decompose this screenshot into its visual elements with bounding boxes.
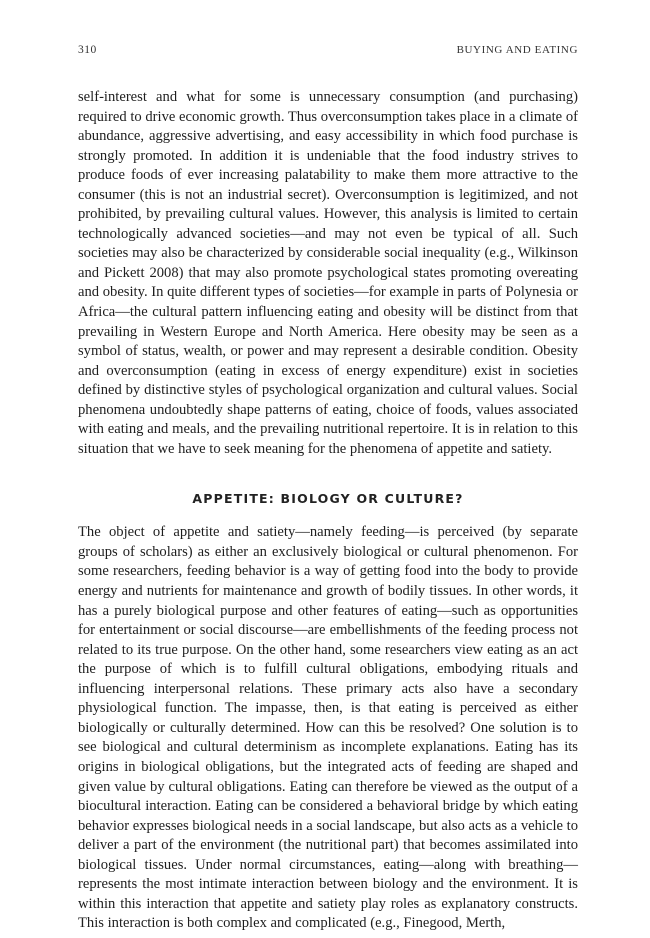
running-title: BUYING AND EATING (456, 44, 578, 56)
body-paragraph-2: The object of appetite and satiety—namely feeding—is perceived (by separate groups of scholars) as either an exclusively biological or cultural phenomenon. For some researchers, feeding behavior is a way of getting food into the body to provide energy and nutrients for maintenance and growth of bodily tissues. In other words, it has a purely biological purpose and other features of eating—such as opportunities for entertainment or social discourse—are embellishments of the feeding process not related to its true purpose. On the other hand, some researchers view eating as an act the purpose of which is to fulfill cultural obligations, embodying rituals and influencing interpersonal relations. These primary acts also have a secondary physiological function. The impasse, then, is that eating is perceived as either biologically or culturally determined. How can this be resolved? One solution is to see biological and cultural determinism as incomplete explanations. Eating has its origins in biological obligations, but the integrated acts of feeding are shaped and given value by cultural obligations. Eating can therefore be viewed as the output of a biocultural interaction. Eating can be considered a behavioral bridge by which eating behavior expresses biological needs in a social landscape, but also acts as a vehicle to deliver a part of the environment (the nutritional part) that becomes assimilated into biological tissues. Under normal circumstances, eating—along with breathing—represents the most intimate interaction between biology and the environment. It is within this interaction that appetite and satiety play roles as explanatory constructs. This interaction is both complex and complicated (e.g., Finegood, Merth, (78, 524, 578, 932)
book-page (78, 44, 578, 934)
page-number: 310 (78, 44, 97, 56)
section-heading: APPETITE: BIOLOGY OR CULTURE? (192, 491, 464, 507)
running-head (78, 44, 578, 64)
body-paragraph-1: self-interest and what for some is unnecessary consumption (and purchasing) required to drive economic growth. Thus overconsumption takes place in a climate of abundance, aggressive advertising, and easy accessibility in which food purchase is strongly promoted. In addition it is undeniable that the food industry strives to produce foods of ever increasing palatability to make them more attractive to the consumer (this is not an industrial secret). Overconsumption is legitimized, and not prohibited, by prevailing cultural values. However, this analysis is limited to certain technologically advanced societies—and may not even be typical of all. Such societies may also be characterized by considerable social inequality (e.g., Wilkinson and Pickett 2008) that may also promote psychological states promoting overeating and obesity. In quite different types of societies—for example in parts of Polynesia or Africa—the cultural pattern influencing eating and obesity will be distinct from that prevailing in Western Europe and North America. Here obesity may be seen as a symbol of status, wealth, or power and may represent a desirable condition. Obesity and overconsumption (eating in excess of energy expenditure) exist in societies defined by distinctive styles of psychological organization and cultural values. Social phenomena undoubtedly shape patterns of eating, choice of foods, values associated with eating and meals, and the prevailing nutritional repertoire. It is in relation to this situation that we have to seek meaning for the phenomena of appetite and satiety. (78, 89, 578, 457)
